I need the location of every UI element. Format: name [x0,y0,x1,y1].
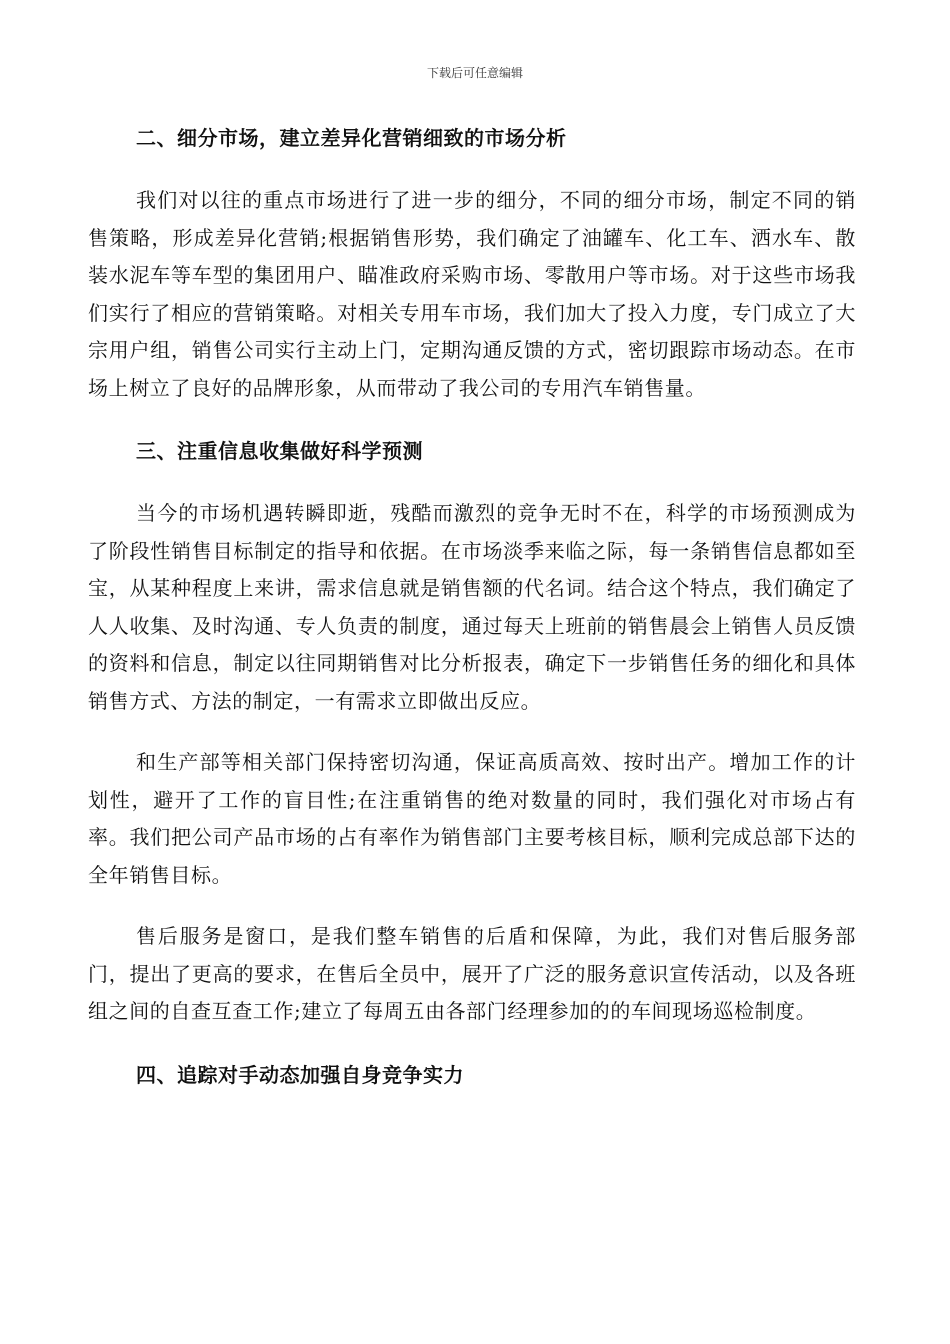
section-heading: 四、追踪对手动态加强自身竞争实力 [136,1062,464,1087]
paragraph: 和生产部等相关部门保持密切沟通，保证高质高效、按时出产。增加工作的计划性，避开了工作的盲目性;在注重销售的绝对数量的同时，我们强化对市场占有率。我们把公司产品市场的占有率作为销售部门主要考核目标，顺利完成总部下达的全年销售目标。 [88,750,856,887]
paragraph: 我们对以往的重点市场进行了进一步的细分，不同的细分市场，制定不同的销售策略，形成差异化营销;根据销售形势，我们确定了油罐车、化工车、洒水车、散装水泥车等车型的集团用户、瞄准政府采购市场、零散用户等市场。对于这些市场我们实行了相应的营销策略。对相关专用车市场，我们加大了投入力度，专门成立了大宗用户组，销售公司实行主动上门，定期沟通反馈的方式，密切跟踪市场动态。在市场上树立了良好的品牌形象，从而带动了我公司的专用汽车销售量。 [88,188,856,400]
section-4 [88,1055,856,1095]
paragraph: 当今的市场机遇转瞬即逝，残酷而激烈的竞争无时不在，科学的市场预测成为了阶段性销售目标制定的指导和依据。在市场淡季来临之际，每一条销售信息都如至宝，从某种程度上来讲，需求信息就是销售额的代名词。结合这个特点，我们确定了人人收集、及时沟通、专人负责的制度，通过每天上班前的销售晨会上销售人员反馈的资料和信息，制定以往同期销售对比分析报表，确定下一步销售任务的细化和具体销售方式、方法的制定，一有需求立即做出反应。 [88,501,856,713]
section-2 [88,118,856,407]
paragraph: 售后服务是窗口，是我们整车销售的后盾和保障，为此，我们对售后服务部门，提出了更高的要求，在售后全员中，展开了广泛的服务意识宣传活动，以及各班组之间的自查互查工作;建立了每周五由各部门经理参加的的车间现场巡检制度。 [88,924,856,1023]
page-header: 下载后可任意编辑 [426,66,523,80]
document-body [88,118,856,1119]
section-3 [88,431,856,1031]
section-heading: 三、注重信息收集做好科学预测 [136,439,423,463]
section-heading: 二、细分市场，建立差异化营销细致的市场分析 [136,126,567,150]
